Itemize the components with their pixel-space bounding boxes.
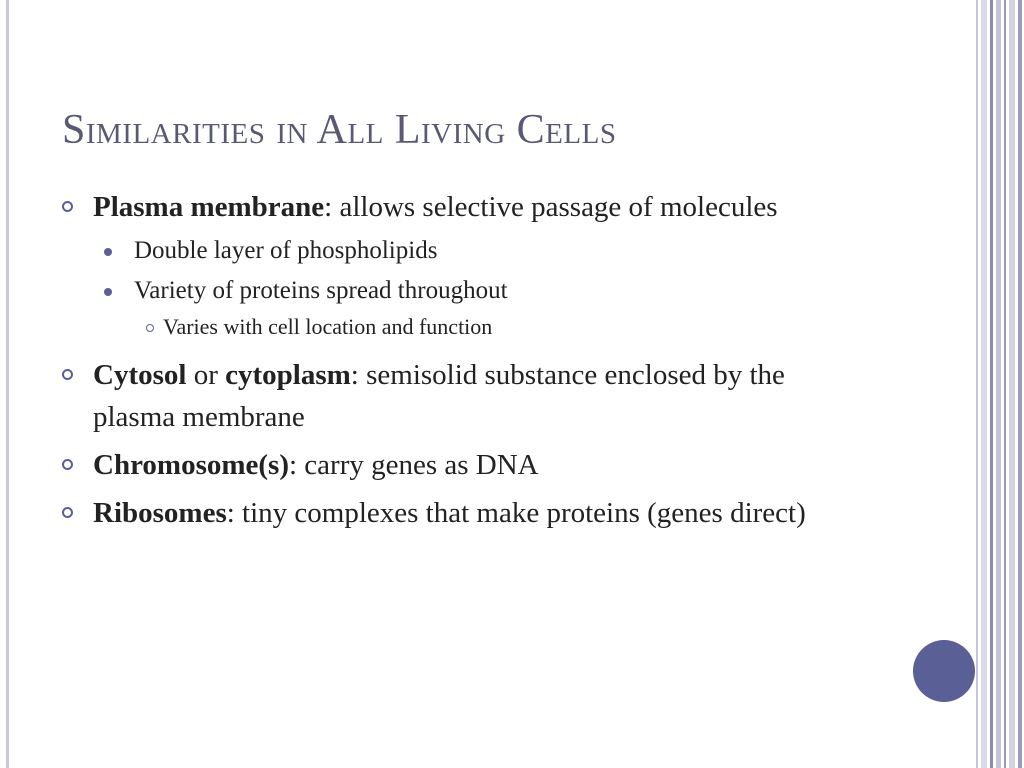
subsub-bullet-varies (62, 312, 872, 342)
subsub-bullet-text: Varies with cell location and function (163, 314, 493, 339)
bullet-term: Cytosol (93, 359, 187, 391)
right-stripe-decoration (1018, 0, 1022, 768)
bullet-cytosol (62, 354, 872, 438)
sub-bullet-proteins (62, 274, 872, 308)
small-ring-bullet-icon (146, 324, 154, 332)
left-border-decoration (6, 0, 9, 768)
slide-body (62, 186, 872, 540)
bullet-term: Chromosome(s) (93, 449, 289, 481)
bullet-text: : tiny complexes that make proteins (genes direct) (226, 497, 806, 529)
sub-bullet-phospholipids (62, 234, 872, 268)
bullet-term: Plasma membrane (93, 191, 325, 223)
ring-bullet-icon (62, 507, 73, 518)
ring-bullet-icon (62, 459, 73, 470)
dot-bullet-icon (104, 288, 112, 296)
bullet-term: Ribosomes (93, 497, 227, 529)
right-stripe-decoration (996, 0, 1001, 768)
right-stripe-decoration (1004, 0, 1006, 768)
sub-bullet-text: Variety of proteins spread throughout (134, 277, 508, 304)
bullet-text: : semisolid substance enclosed by the plasma membrane (93, 359, 785, 433)
slide-title: Similarities in All Living Cells (62, 107, 617, 153)
bullet-term: cytoplasm (225, 359, 351, 391)
bullet-plasma-membrane (62, 186, 872, 228)
ring-bullet-icon (62, 369, 73, 380)
sub-bullet-text: Double layer of phospholipids (134, 237, 438, 264)
ring-bullet-icon (62, 201, 73, 212)
dot-bullet-icon (104, 248, 112, 256)
bullet-connector: or (186, 359, 226, 391)
right-stripe-decoration (990, 0, 993, 768)
right-stripe-decoration (1009, 0, 1015, 768)
right-stripe-decoration (976, 0, 978, 768)
right-stripe-decoration (981, 0, 987, 768)
decorative-circle (913, 640, 975, 702)
bullet-text: : allows selective passage of molecules (324, 191, 778, 223)
bullet-text: : carry genes as DNA (289, 449, 539, 481)
bullet-ribosomes (62, 492, 872, 534)
bullet-chromosomes (62, 444, 872, 486)
